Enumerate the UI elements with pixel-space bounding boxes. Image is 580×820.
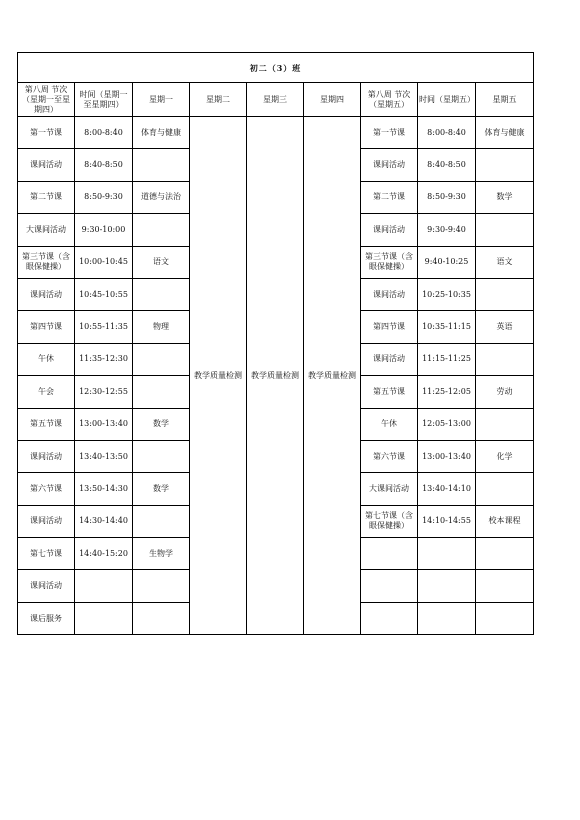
friday-period-cell bbox=[361, 538, 418, 570]
time-cell: 11:35-12:30 bbox=[75, 343, 133, 375]
friday-period-cell: 第二节课 bbox=[361, 181, 418, 213]
table-row bbox=[18, 117, 534, 149]
friday-cell: 校本课程 bbox=[476, 505, 534, 537]
header-thursday: 星期四 bbox=[304, 83, 361, 117]
friday-period-cell: 第三节课（含眼保健操） bbox=[361, 246, 418, 278]
friday-time-cell bbox=[418, 602, 476, 634]
time-cell: 8:00-8:40 bbox=[75, 117, 133, 149]
friday-cell bbox=[476, 570, 534, 602]
time-cell: 8:50-9:30 bbox=[75, 181, 133, 213]
friday-cell bbox=[476, 149, 534, 181]
class-title: 初二（3）班 bbox=[18, 53, 534, 83]
period-cell: 午会 bbox=[18, 376, 75, 408]
time-cell bbox=[75, 570, 133, 602]
monday-cell: 数学 bbox=[133, 473, 190, 505]
period-cell: 课间活动 bbox=[18, 570, 75, 602]
friday-cell bbox=[476, 473, 534, 505]
monday-cell bbox=[133, 376, 190, 408]
time-cell: 8:40-8:50 bbox=[75, 149, 133, 181]
friday-period-cell: 课间活动 bbox=[361, 278, 418, 310]
monday-cell bbox=[133, 149, 190, 181]
friday-time-cell: 8:50-9:30 bbox=[418, 181, 476, 213]
friday-cell: 语文 bbox=[476, 246, 534, 278]
friday-period-cell bbox=[361, 602, 418, 634]
friday-cell bbox=[476, 278, 534, 310]
time-cell: 13:00-13:40 bbox=[75, 408, 133, 440]
period-cell: 课后服务 bbox=[18, 602, 75, 634]
header-period-fri: 第八周 节次（星期五） bbox=[361, 83, 418, 117]
time-cell: 12:30-12:55 bbox=[75, 376, 133, 408]
period-cell: 课间活动 bbox=[18, 278, 75, 310]
monday-cell: 体育与健康 bbox=[133, 117, 190, 149]
friday-time-cell bbox=[418, 570, 476, 602]
timetable bbox=[17, 52, 534, 635]
time-cell: 9:30-10:00 bbox=[75, 214, 133, 246]
period-cell: 第二节课 bbox=[18, 181, 75, 213]
friday-time-cell: 11:15-11:25 bbox=[418, 343, 476, 375]
friday-period-cell: 课间活动 bbox=[361, 149, 418, 181]
friday-period-cell: 第四节课 bbox=[361, 311, 418, 343]
friday-cell bbox=[476, 214, 534, 246]
time-cell: 13:50-14:30 bbox=[75, 473, 133, 505]
wednesday-merged-cell: 教学质量检测 bbox=[247, 117, 304, 635]
period-cell: 课间活动 bbox=[18, 149, 75, 181]
tuesday-merged-cell: 教学质量检测 bbox=[190, 117, 247, 635]
friday-cell: 数学 bbox=[476, 181, 534, 213]
period-cell: 午休 bbox=[18, 343, 75, 375]
friday-period-cell: 课间活动 bbox=[361, 214, 418, 246]
time-cell: 14:30-14:40 bbox=[75, 505, 133, 537]
period-cell: 课间活动 bbox=[18, 440, 75, 472]
friday-cell: 英语 bbox=[476, 311, 534, 343]
header-monday: 星期一 bbox=[133, 83, 190, 117]
time-cell: 14:40-15:20 bbox=[75, 538, 133, 570]
period-cell: 第四节课 bbox=[18, 311, 75, 343]
time-cell bbox=[75, 602, 133, 634]
header-friday: 星期五 bbox=[476, 83, 534, 117]
period-cell: 课间活动 bbox=[18, 505, 75, 537]
monday-cell bbox=[133, 214, 190, 246]
monday-cell bbox=[133, 570, 190, 602]
friday-period-cell: 第五节课 bbox=[361, 376, 418, 408]
monday-cell bbox=[133, 505, 190, 537]
friday-period-cell: 第六节课 bbox=[361, 440, 418, 472]
friday-time-cell: 9:30-9:40 bbox=[418, 214, 476, 246]
monday-cell: 道德与法治 bbox=[133, 181, 190, 213]
friday-period-cell: 第七节课（含眼保健操） bbox=[361, 505, 418, 537]
monday-cell: 物理 bbox=[133, 311, 190, 343]
time-cell: 10:55-11:35 bbox=[75, 311, 133, 343]
friday-period-cell: 课间活动 bbox=[361, 343, 418, 375]
friday-time-cell: 8:00-8:40 bbox=[418, 117, 476, 149]
friday-time-cell: 11:25-12:05 bbox=[418, 376, 476, 408]
friday-cell: 化学 bbox=[476, 440, 534, 472]
friday-time-cell: 9:40-10:25 bbox=[418, 246, 476, 278]
time-cell: 13:40-13:50 bbox=[75, 440, 133, 472]
time-cell: 10:45-10:55 bbox=[75, 278, 133, 310]
header-wednesday: 星期三 bbox=[247, 83, 304, 117]
time-cell: 10:00-10:45 bbox=[75, 246, 133, 278]
monday-cell bbox=[133, 440, 190, 472]
period-cell: 第六节课 bbox=[18, 473, 75, 505]
period-cell: 大课间活动 bbox=[18, 214, 75, 246]
friday-time-cell: 8:40-8:50 bbox=[418, 149, 476, 181]
header-period-mon-thu: 第八周 节次（星期一至星期四） bbox=[18, 83, 75, 117]
period-cell: 第一节课 bbox=[18, 117, 75, 149]
monday-cell: 语文 bbox=[133, 246, 190, 278]
monday-cell: 数学 bbox=[133, 408, 190, 440]
header-time-fri: 时间（星期五） bbox=[418, 83, 476, 117]
monday-cell bbox=[133, 343, 190, 375]
friday-cell bbox=[476, 538, 534, 570]
period-cell: 第五节课 bbox=[18, 408, 75, 440]
friday-cell: 体育与健康 bbox=[476, 117, 534, 149]
friday-cell bbox=[476, 408, 534, 440]
friday-cell bbox=[476, 343, 534, 375]
friday-time-cell: 13:00-13:40 bbox=[418, 440, 476, 472]
header-time-mon-thu: 时间（星期一至星期四） bbox=[75, 83, 133, 117]
friday-period-cell: 大课间活动 bbox=[361, 473, 418, 505]
friday-time-cell: 10:35-11:15 bbox=[418, 311, 476, 343]
friday-period-cell: 午休 bbox=[361, 408, 418, 440]
friday-time-cell: 14:10-14:55 bbox=[418, 505, 476, 537]
monday-cell: 生物学 bbox=[133, 538, 190, 570]
friday-time-cell: 13:40-14:10 bbox=[418, 473, 476, 505]
period-cell: 第三节课（含眼保健操） bbox=[18, 246, 75, 278]
period-cell: 第七节课 bbox=[18, 538, 75, 570]
friday-time-cell: 10:25-10:35 bbox=[418, 278, 476, 310]
header-tuesday: 星期二 bbox=[190, 83, 247, 117]
friday-period-cell: 第一节课 bbox=[361, 117, 418, 149]
friday-time-cell: 12:05-13:00 bbox=[418, 408, 476, 440]
thursday-merged-cell: 教学质量检测 bbox=[304, 117, 361, 635]
friday-cell: 劳动 bbox=[476, 376, 534, 408]
friday-time-cell bbox=[418, 538, 476, 570]
friday-period-cell bbox=[361, 570, 418, 602]
monday-cell bbox=[133, 278, 190, 310]
friday-cell bbox=[476, 602, 534, 634]
monday-cell bbox=[133, 602, 190, 634]
